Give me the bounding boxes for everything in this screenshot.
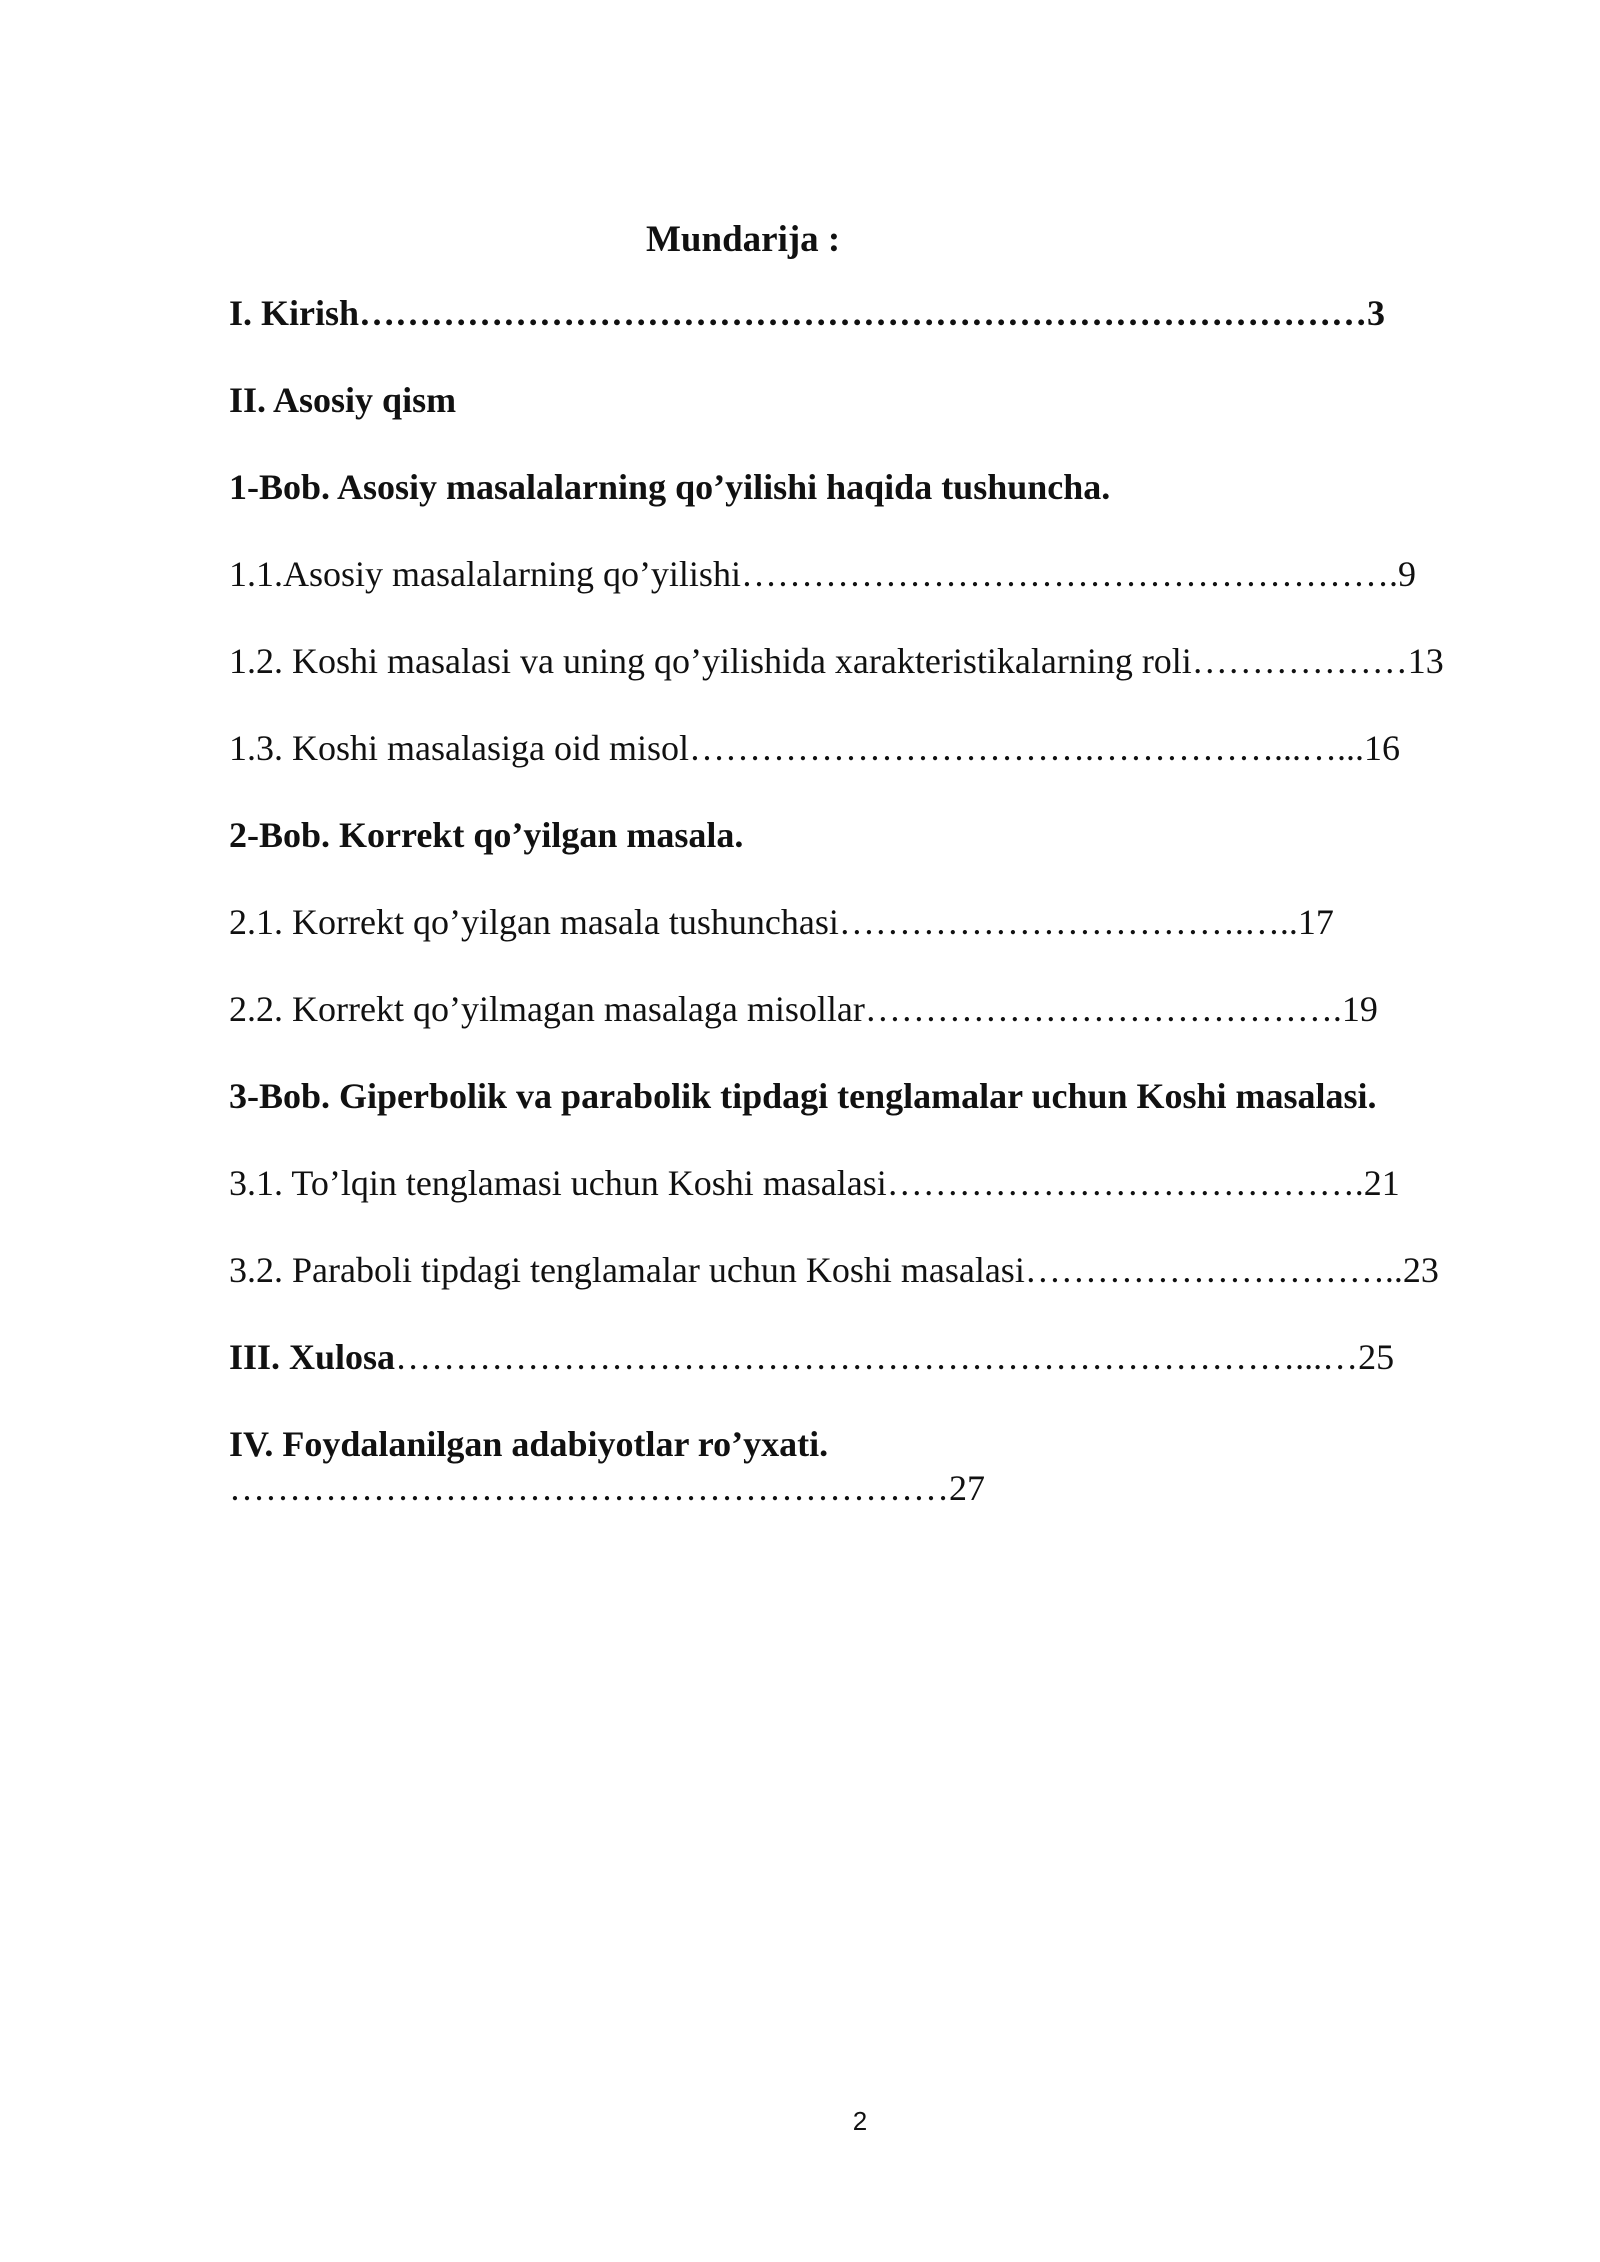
toc-entry-2-1: 2.1. Korrekt qo’yilgan masala tushunchasi…………………………….…..17 — [229, 902, 1334, 942]
toc-entry-1-2: 1.2. Koshi masalasi va uning qo’yilishida xarakteristikalarning roli………………13 — [229, 641, 1444, 681]
toc-entry-1-1: 1.1.Asosiy masalalarning qo’yilishi……………………………………………….9 — [229, 554, 1416, 594]
toc-entry-kirish: I. Kirish…………………………………………………………………………3 — [229, 293, 1386, 333]
toc-entry-asosiy-qism: II. Asosiy qism — [229, 380, 457, 420]
toc-entry-3-2: 3.2. Paraboli tipdagi tenglamalar uchun Koshi masalasi…………………………..23 — [229, 1250, 1439, 1290]
toc-entry-adabiyotlar-leader: ……………………………………………………27 — [229, 1468, 985, 1508]
toc-entry-adabiyotlar: IV. Foydalanilgan adabiyotlar ro’yxati. — [229, 1424, 829, 1464]
toc-xulosa-leader: …………………………………………………………………...…25 — [395, 1337, 1395, 1377]
toc-chapter-2: 2-Bob. Korrekt qo’yilgan masala. — [229, 815, 744, 855]
toc-xulosa-label: III. Xulosa — [229, 1337, 396, 1377]
page-number: 2 — [852, 2106, 868, 2136]
toc-entry-1-3: 1.3. Koshi masalasiga oid misol…………………………….……………...…...16 — [229, 728, 1400, 768]
toc-entry-3-1: 3.1. To’lqin tenglamasi uchun Koshi masalasi………………………………….21 — [229, 1163, 1400, 1203]
toc-title: Mundarija : — [646, 219, 841, 260]
toc-chapter-3: 3-Bob. Giperbolik va parabolik tipdagi tenglamalar uchun Koshi masalasi. — [229, 1076, 1377, 1116]
toc-chapter-1: 1-Bob. Asosiy masalalarning qo’yilishi haqida tushuncha. — [229, 467, 1111, 507]
toc-entry-2-2: 2.2. Korrekt qo’yilmagan masalaga misollar………………………………….19 — [229, 989, 1378, 1029]
toc-entry-xulosa — [229, 1336, 1394, 1379]
